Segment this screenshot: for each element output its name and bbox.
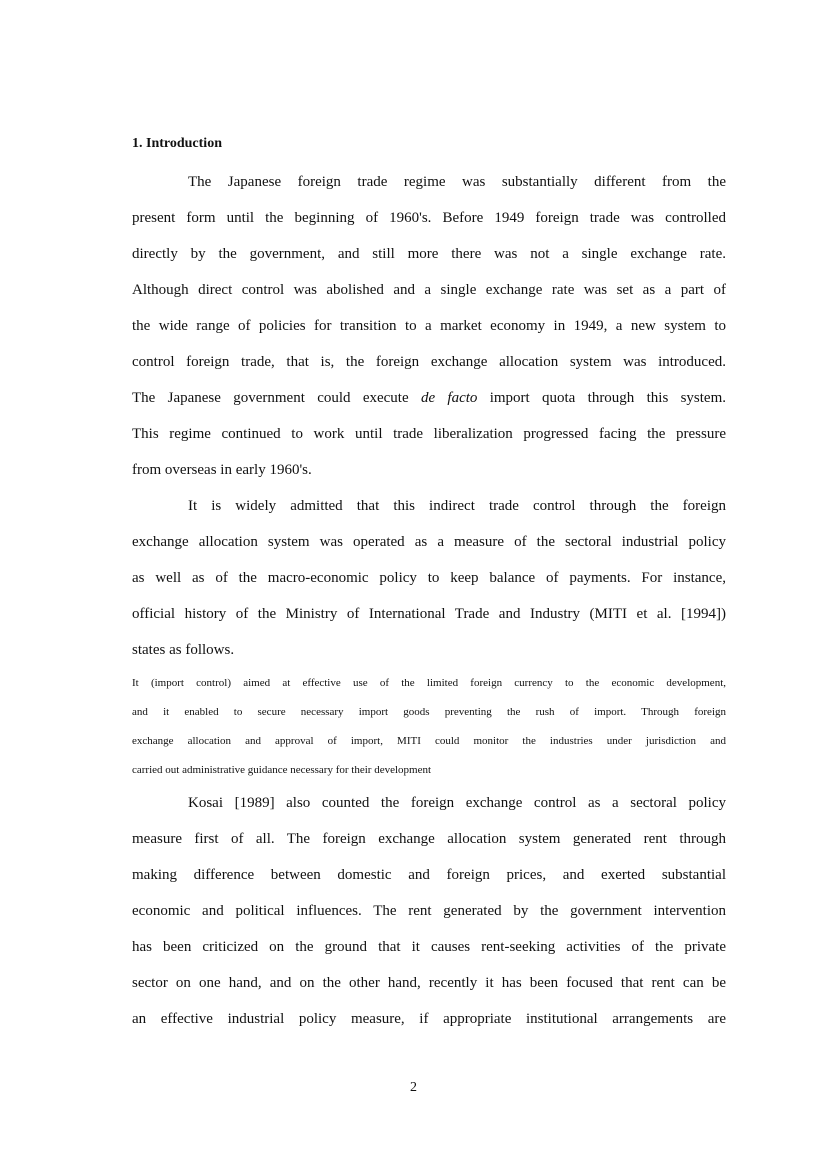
line-text-before: The Japanese government could execute [132, 390, 421, 406]
paragraph-line: measure first of all. The foreign exchange allocation system generated rent through [132, 831, 726, 847]
paragraph-line: present form until the beginning of 1960's. Before 1949 foreign trade was controlled [132, 210, 726, 226]
emphasis-de-facto: de facto [420, 390, 478, 406]
paragraph-line: control foreign trade, that is, the foreign exchange allocation system was introduced. [132, 354, 726, 370]
quote-line: carried out administrative guidance necessary for their development [132, 764, 432, 776]
paragraph-line: the wide range of policies for transition to a market economy in 1949, a new system to [132, 318, 726, 334]
paragraph-line: It is widely admitted that this indirect trade control through the foreign [188, 498, 726, 514]
line-text-after: import quota through this system. [477, 390, 727, 406]
paragraph-line: states as follows. [132, 642, 235, 658]
quote-line: It (import control) aimed at effective use of the limited foreign currency to the economic development, [132, 677, 726, 689]
paragraph-line: as well as of the macro-economic policy to keep balance of payments. For instance, [132, 570, 726, 586]
paragraph-line: sector on one hand, and on the other hand, recently it has been focused that rent can be [132, 975, 726, 991]
quote-line: exchange allocation and approval of import, MITI could monitor the industries under jurisdiction and [132, 735, 726, 747]
page-number: 2 [410, 1080, 417, 1095]
paragraph-intro-1 [132, 164, 726, 488]
paragraph-line: an effective industrial policy measure, if appropriate institutional arrangements are [132, 1011, 726, 1027]
block-quote [132, 669, 726, 785]
paragraph-line: making difference between domestic and foreign prices, and exerted substantial [132, 867, 726, 883]
paragraph-line: exchange allocation system was operated as a measure of the sectoral industrial policy [132, 534, 726, 550]
paragraph-line: directly by the government, and still more there was not a single exchange rate. [132, 246, 726, 262]
quote-line: and it enabled to secure necessary import goods preventing the rush of import. Through foreign [132, 706, 726, 718]
paragraph-line: official history of the Ministry of International Trade and Industry (MITI et al. [1994]) [132, 606, 726, 622]
paragraph-line: The Japanese foreign trade regime was substantially different from the [188, 174, 726, 190]
paragraph-line-with-emphasis [132, 380, 726, 416]
paragraph-intro-3 [132, 785, 726, 1037]
paragraph-line: This regime continued to work until trade liberalization progressed facing the pressure [132, 426, 726, 442]
section-heading: 1. Introduction [132, 136, 222, 151]
paragraph-line: from overseas in early 1960's. [132, 462, 312, 478]
paragraph-line: Kosai [1989] also counted the foreign exchange control as a sectoral policy [188, 795, 726, 811]
paragraph-line: economic and political influences. The rent generated by the government intervention [132, 903, 726, 919]
paragraph-line: Although direct control was abolished and a single exchange rate was set as a part of [132, 282, 726, 298]
paragraph-intro-2 [132, 488, 726, 668]
paragraph-line: has been criticized on the ground that it causes rent-seeking activities of the private [132, 939, 726, 955]
